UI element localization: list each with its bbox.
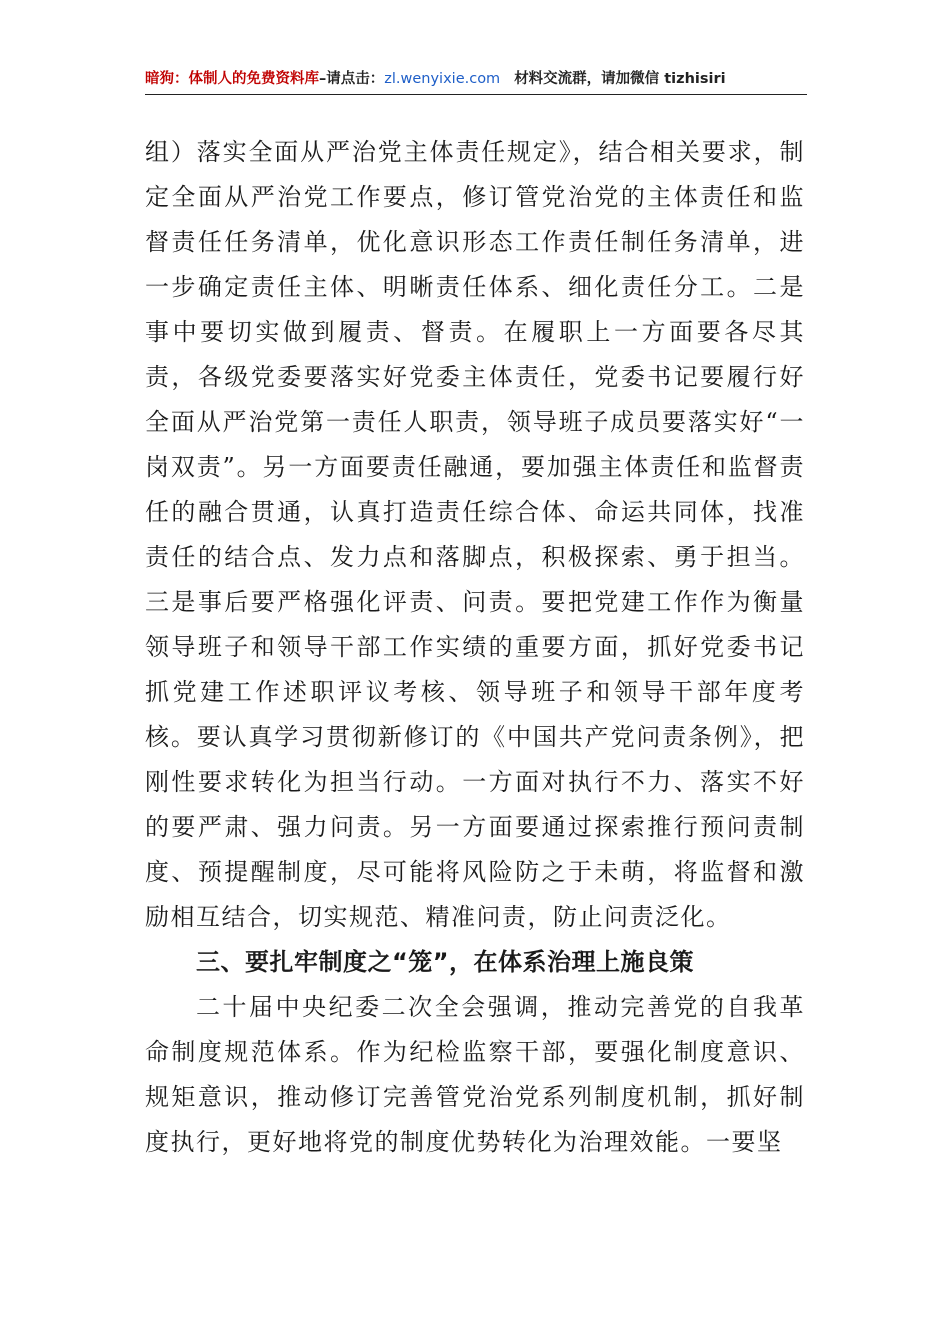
header-link[interactable]: zl.wenyixie.com — [384, 71, 501, 87]
header-prompt: –请点击： — [319, 71, 385, 87]
header-brand: 暗狗：体制人的免费资料库 — [145, 71, 319, 87]
document-body — [145, 130, 805, 1165]
header-contact: 材料交流群，请加微信 tizhisiri — [514, 71, 726, 87]
page-header — [145, 64, 807, 95]
section-heading: 三、要扎牢制度之“笼”，在体系治理上施良策 — [196, 948, 695, 976]
body-paragraph-1: 组）落实全面从严治党主体责任规定》，结合相关要求，制定全面从严治党工作要点，修订管党治党的主体责任和监督责任任务清单，优化意识形态工作责任制任务清单，进一步确定责任主体、明晰责任体系、细化责任分工。二是事中要切实做到履责、督责。在履职上一方面要各尽其责，各级党委要落实好党委主体责任，党委书记要履行好全面从严治党第一责任人职责，领导班子成员要落实好“一岗双责”。另一方面要责任融通，要加强主体责任和监督责任的融合贯通，认真打造责任综合体、命运共同体，找准责任的结合点、发力点和落脚点，积极探索、勇于担当。三是事后要严格强化评责、问责。要把党建工作作为衡量领导班子和领导干部工作实绩的重要方面，抓好党委书记抓党建工作述职评议考核、领导班子和领导干部年度考核。要认真学习贯彻新修订的《中国共产党问责条例》，把刚性要求转化为担当行动。一方面对执行不力、落实不好的要严肃、强力问责。另一方面要通过探索推行预问责制度、预提醒制度，尽可能将风险防之于未萌，将监督和激励相互结合，切实规范、精准问责，防止问责泛化。 — [145, 138, 805, 931]
body-paragraph-2: 二十届中央纪委二次全会强调，推动完善党的自我革命制度规范体系。作为纪检监察干部，要强化制度意识、规矩意识，推动修订完善管党治党系列制度机制，抓好制度执行，更好地将党的制度优势转化为治理效能。一要坚 — [145, 993, 805, 1156]
